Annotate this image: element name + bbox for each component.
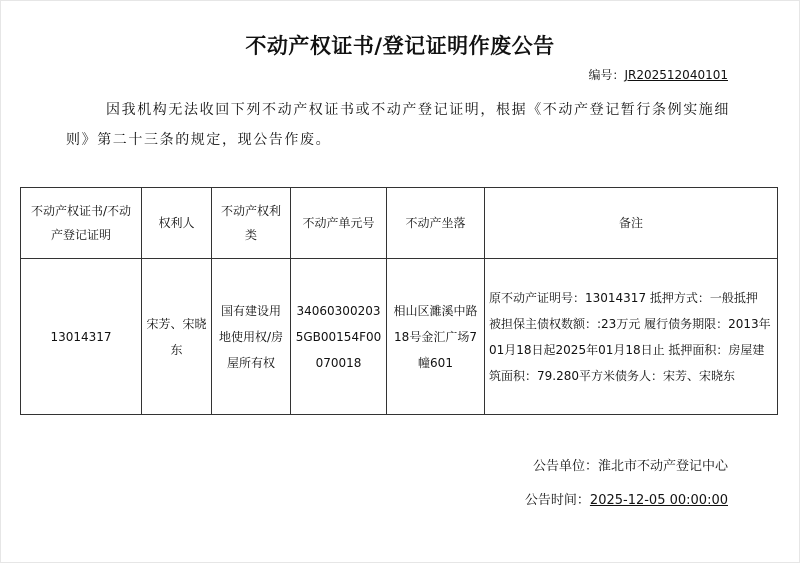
footer-unit-label: 公告单位： bbox=[532, 459, 598, 474]
footer-unit bbox=[533, 455, 728, 474]
serial-value: JR2025120401​01 bbox=[624, 68, 728, 82]
header-right-type: 不动产权利类 bbox=[212, 188, 291, 259]
page-title: 不动产权证书/登记证明作废公告 bbox=[245, 34, 555, 58]
header-remark: 备注 bbox=[485, 188, 778, 259]
intro-paragraph: 因我机构无法收回下列不动产权证书或不动产登记证明，根据《不动产登记暂行条例实施细则》第二十三条的规定，现公告作废。 bbox=[66, 102, 730, 148]
table-row bbox=[21, 259, 778, 415]
cell-remark: 原不动产证明号：13014317 抵押方式：一般抵押 被担保主债权数额：:23万元 履行债务期限：2013年01月18日起2025年01月18日止 抵押面积：房屋建筑面积：79.280平方米债务人：宋芳、宋晓东 bbox=[485, 259, 778, 415]
serial-number bbox=[588, 66, 728, 83]
notice-table bbox=[20, 187, 778, 415]
cell-unit-no: 340603002035GB00154F00070018 bbox=[291, 259, 387, 415]
footer-time-value: 2025-12-05 00:00:00 bbox=[589, 493, 728, 508]
footer-unit-value: 淮北市不动产登记中心 bbox=[597, 459, 728, 474]
header-certificate: 不动产权证书/不动产登记证明 bbox=[21, 188, 142, 259]
cell-holder: 宋芳、宋晓东 bbox=[142, 259, 212, 415]
header-holder: 权利人 bbox=[142, 188, 212, 259]
header-location: 不动产坐落 bbox=[387, 188, 485, 259]
cell-right-type: 国有建设用地使用权/房屋所有权 bbox=[212, 259, 291, 415]
footer-time bbox=[525, 489, 728, 508]
cell-location: 相山区濉溪中路18号金汇广场7幢601 bbox=[387, 259, 485, 415]
serial-label: 编号： bbox=[588, 68, 625, 82]
header-unit-no: 不动产单元号 bbox=[291, 188, 387, 259]
table-header-row bbox=[21, 188, 778, 259]
footer-time-label: 公告时间： bbox=[524, 493, 590, 508]
cell-certificate: 13014317 bbox=[21, 259, 142, 415]
